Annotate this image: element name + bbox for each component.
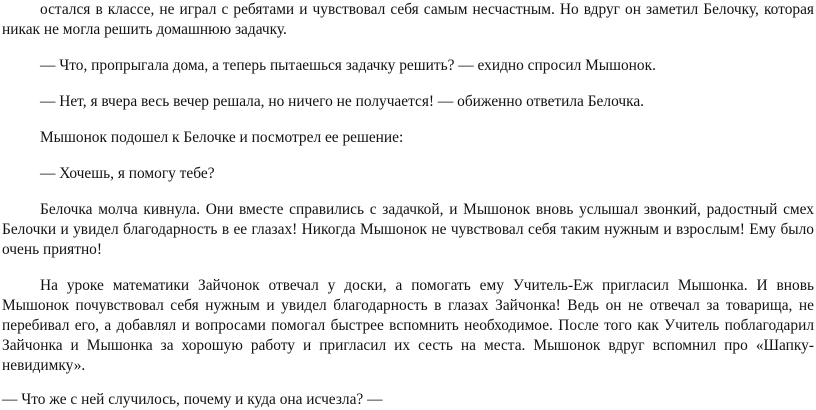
paragraph-8: — Что же с ней случилось, почему и куда она исчезла? — [2,391,383,408]
paragraph-4: Мышонок подошел к Белочке и посмотрел ее решение: [40,129,404,146]
paragraph-1: остался в классе, не играл с ребятами и чувствовал себя самым несчастным. Но вдруг он заметил Белочку, которая никак не могла решить домашнюю задачку. [2,1,814,38]
paragraph-6: Белочка молча кивнула. Они вместе справились с задачкой, и Мышонок вновь услышал звонкий, радостный смех Белочки и увидел благодарность в ее глазах! Никогда Мышонок не чувствовал себя таким нужным и взрослым! Ему было очень приятно! [2,201,814,258]
paragraph-2: — Что, пропрыгала дома, а теперь пытаешься задачку решить? — ехидно спросил Мышонок. [40,57,656,74]
paragraph-7: На уроке математики Зайчонок отвечал у доски, а помогать ему Учитель-Еж пригласил Мышонка. И вновь Мышонок почувствовал себя нужным и увидел благодарность в глазах Зайчонка! Ведь он не отвечал за товарища, не перебивал его, а добавлял и вопросами помогал быстрее вспомнить необходимое. После того как Учитель поблагодарил Зайчонка и Мышонка за хорошую работу и пригласил их сесть на места. Мышонок вдруг вспомнил про «Шапку-невидимку». [2,277,814,374]
paragraph-3: — Нет, я вчера весь вечер решала, но ничего не получается! — обиженно ответила Белочка. [40,93,645,110]
paragraph-5: — Хочешь, я помогу тебе? [40,165,215,182]
